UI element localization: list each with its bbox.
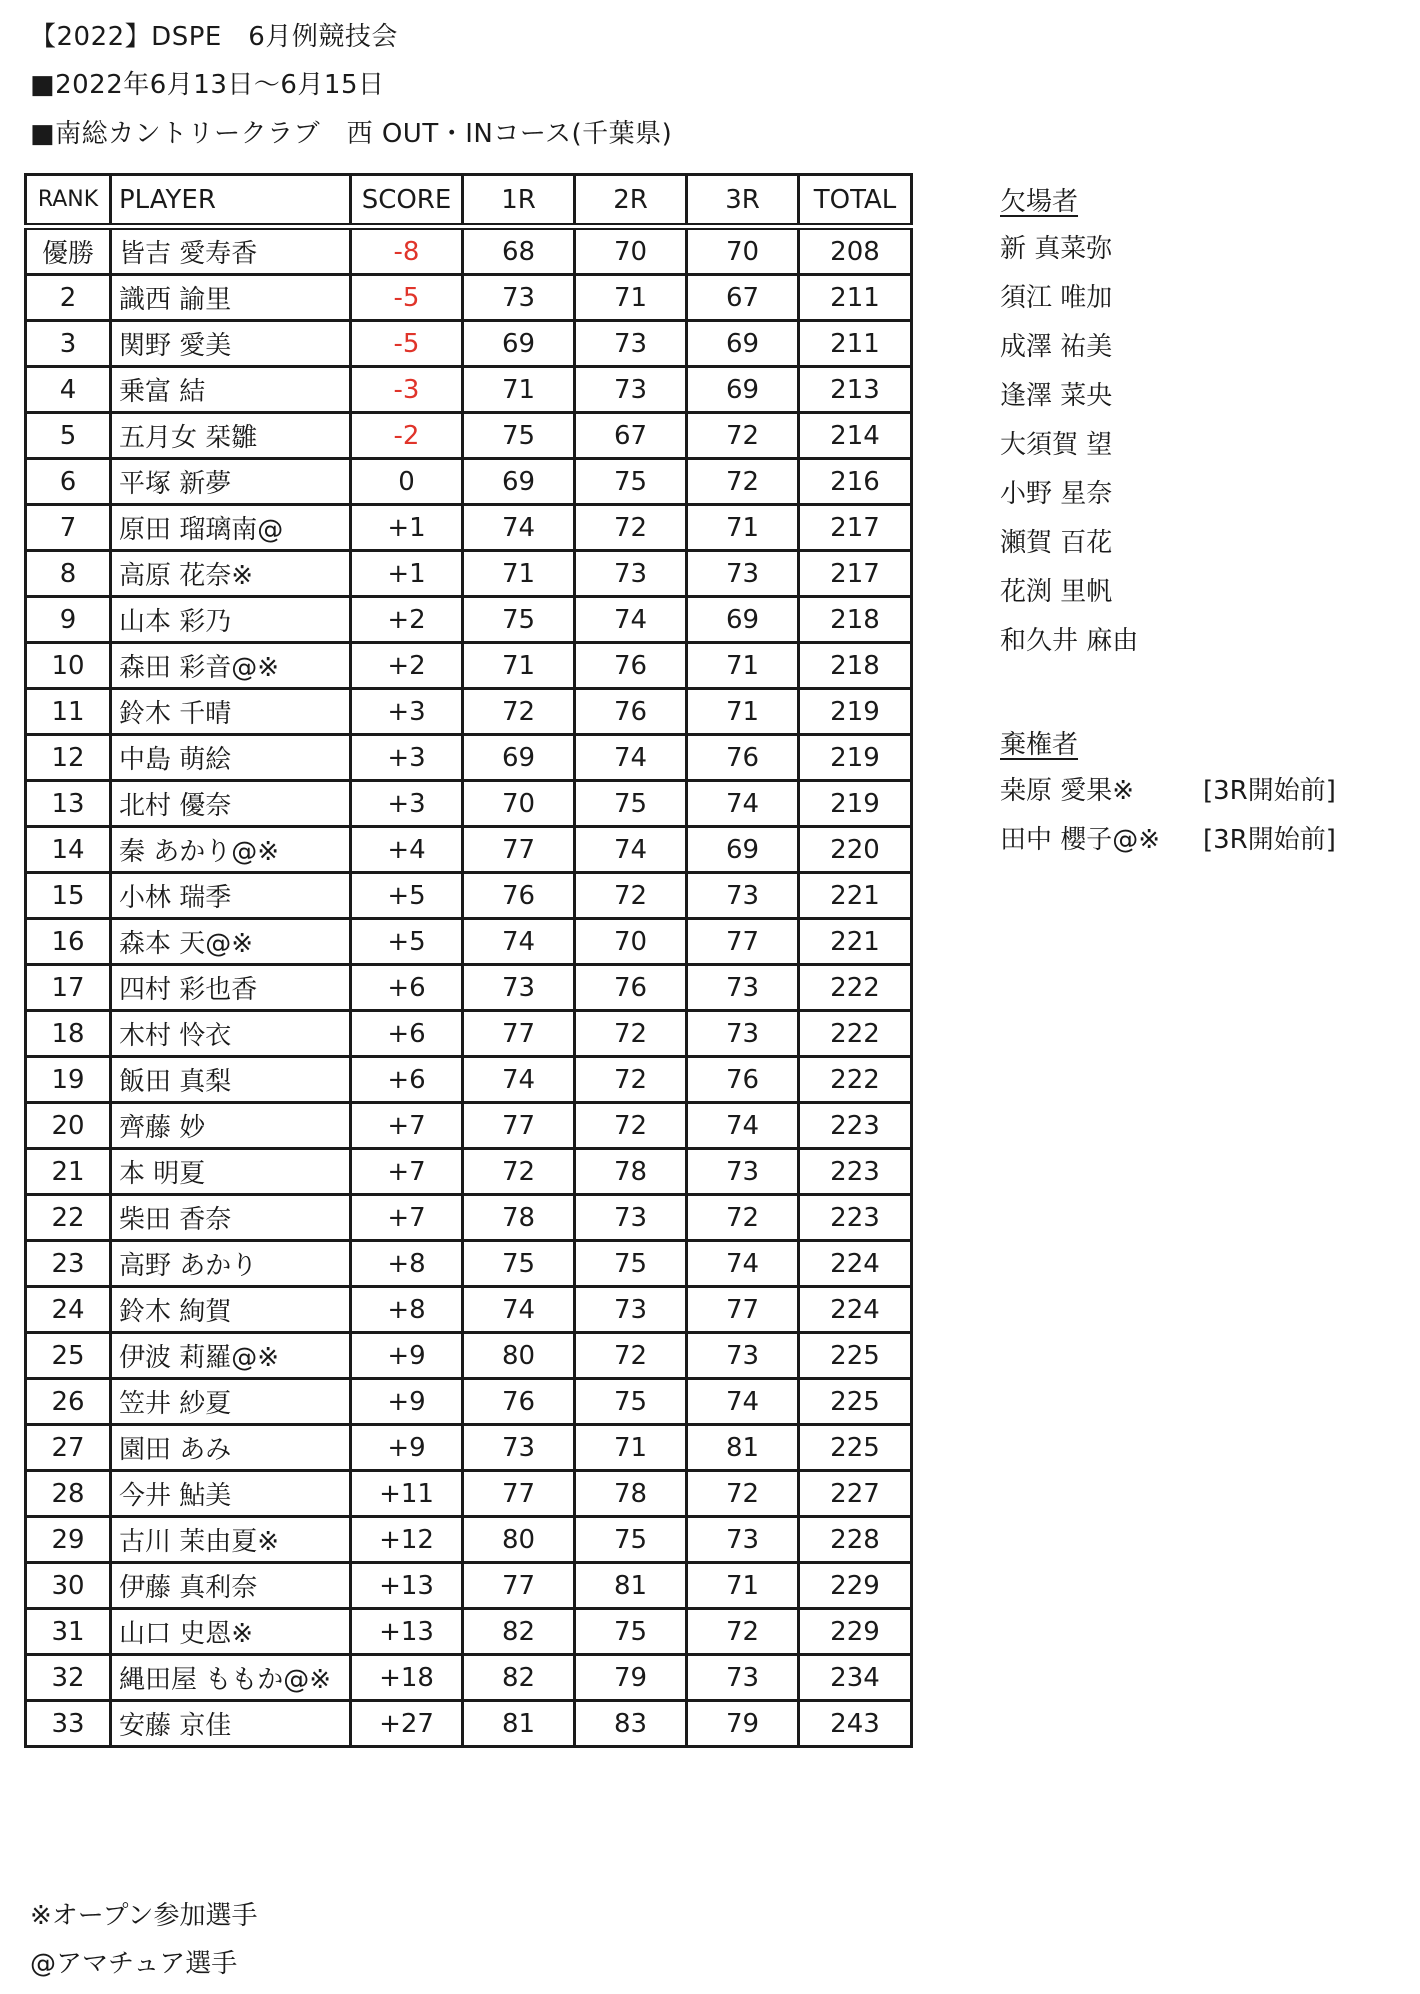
cell-score: +18 [351, 1655, 463, 1701]
cell-r2: 72 [575, 1011, 687, 1057]
cell-player: 森田 彩音@※ [111, 643, 351, 689]
cell-r3: 76 [687, 735, 799, 781]
cell-score: +2 [351, 597, 463, 643]
cell-r2: 73 [575, 551, 687, 597]
col-header-1r: 1R [463, 175, 575, 227]
absentee-item: 須江 唯加 [1000, 283, 1113, 313]
cell-player: 北村 優奈 [111, 781, 351, 827]
cell-rank: 28 [26, 1471, 111, 1517]
cell-player: 森本 天@※ [111, 919, 351, 965]
cell-player: 五月女 栞雛 [111, 413, 351, 459]
cell-r3: 67 [687, 275, 799, 321]
cell-rank: 4 [26, 367, 111, 413]
cell-r1: 82 [463, 1609, 575, 1655]
cell-player: 古川 茉由夏※ [111, 1517, 351, 1563]
cell-r3: 71 [687, 1563, 799, 1609]
cell-player: 皆吉 愛寿香 [111, 227, 351, 275]
cell-r3: 73 [687, 1517, 799, 1563]
absentee-item: 小野 星奈 [1000, 479, 1113, 509]
absentee-item: 新 真菜弥 [1000, 234, 1113, 264]
cell-total: 216 [799, 459, 912, 505]
cell-score: -3 [351, 367, 463, 413]
cell-player: 木村 怜衣 [111, 1011, 351, 1057]
absentee-item: 逢澤 菜央 [1000, 381, 1113, 411]
cell-rank: 13 [26, 781, 111, 827]
cell-r3: 73 [687, 1149, 799, 1195]
cell-r1: 71 [463, 551, 575, 597]
cell-score: +13 [351, 1563, 463, 1609]
cell-r3: 74 [687, 1379, 799, 1425]
table-row [26, 1701, 912, 1747]
results-body [26, 227, 912, 1747]
cell-score: -5 [351, 275, 463, 321]
cell-rank: 17 [26, 965, 111, 1011]
event-title: 【2022】DSPE 6月例競技会 [30, 22, 398, 52]
cell-r1: 68 [463, 227, 575, 275]
cell-r3: 73 [687, 1011, 799, 1057]
cell-r1: 76 [463, 1379, 575, 1425]
cell-r3: 69 [687, 367, 799, 413]
cell-rank: 2 [26, 275, 111, 321]
cell-player: 鈴木 絢賀 [111, 1287, 351, 1333]
cell-rank: 25 [26, 1333, 111, 1379]
cell-r2: 73 [575, 1195, 687, 1241]
cell-r1: 77 [463, 1011, 575, 1057]
cell-r3: 71 [687, 689, 799, 735]
cell-player: 原田 瑠璃南@ [111, 505, 351, 551]
cell-score: -5 [351, 321, 463, 367]
table-row [26, 1287, 912, 1333]
table-row [26, 965, 912, 1011]
cell-r2: 76 [575, 689, 687, 735]
table-row [26, 1011, 912, 1057]
col-header-total: TOTAL [799, 175, 912, 227]
col-header-score: SCORE [351, 175, 463, 227]
cell-r2: 72 [575, 1057, 687, 1103]
cell-total: 218 [799, 643, 912, 689]
absentees-title: 欠場者 [1000, 187, 1079, 217]
cell-total: 218 [799, 597, 912, 643]
table-row [26, 1195, 912, 1241]
event-venue: ■南総カントリークラブ 西 OUT・INコース(千葉県) [30, 119, 673, 149]
cell-r1: 73 [463, 275, 575, 321]
cell-r2: 76 [575, 643, 687, 689]
cell-r2: 78 [575, 1471, 687, 1517]
cell-score: 0 [351, 459, 463, 505]
table-row [26, 1103, 912, 1149]
cell-r3: 73 [687, 1333, 799, 1379]
cell-r2: 74 [575, 735, 687, 781]
cell-rank: 10 [26, 643, 111, 689]
cell-r2: 81 [575, 1563, 687, 1609]
cell-score: +6 [351, 1057, 463, 1103]
table-row [26, 873, 912, 919]
cell-total: 234 [799, 1655, 912, 1701]
cell-rank: 27 [26, 1425, 111, 1471]
cell-player: 関野 愛美 [111, 321, 351, 367]
table-row [26, 781, 912, 827]
cell-total: 219 [799, 735, 912, 781]
cell-total: 223 [799, 1103, 912, 1149]
cell-r1: 69 [463, 459, 575, 505]
table-row [26, 689, 912, 735]
cell-rank: 21 [26, 1149, 111, 1195]
cell-r2: 74 [575, 597, 687, 643]
cell-score: +12 [351, 1517, 463, 1563]
cell-total: 225 [799, 1425, 912, 1471]
cell-total: 243 [799, 1701, 912, 1747]
withdrawal-note: [3R開始前] [1203, 776, 1336, 806]
cell-total: 221 [799, 873, 912, 919]
cell-r2: 75 [575, 781, 687, 827]
withdrawal-name: 田中 櫻子@※ [1000, 825, 1161, 855]
cell-rank: 5 [26, 413, 111, 459]
note-amateur: @アマチュア選手 [30, 1949, 238, 1979]
table-row [26, 1655, 912, 1701]
cell-total: 225 [799, 1379, 912, 1425]
cell-total: 222 [799, 1057, 912, 1103]
cell-r1: 75 [463, 1241, 575, 1287]
cell-r1: 80 [463, 1333, 575, 1379]
cell-player: 園田 あみ [111, 1425, 351, 1471]
cell-r2: 72 [575, 873, 687, 919]
cell-total: 228 [799, 1517, 912, 1563]
cell-score: +27 [351, 1701, 463, 1747]
withdrawals-title: 棄権者 [1000, 730, 1079, 760]
cell-total: 227 [799, 1471, 912, 1517]
event-dates: ■2022年6月13日～6月15日 [30, 70, 385, 100]
table-row [26, 1241, 912, 1287]
cell-player: 飯田 真梨 [111, 1057, 351, 1103]
withdrawal-item [1000, 770, 1336, 819]
cell-total: 217 [799, 505, 912, 551]
cell-r2: 79 [575, 1655, 687, 1701]
cell-r1: 70 [463, 781, 575, 827]
table-row [26, 275, 912, 321]
cell-rank: 33 [26, 1701, 111, 1747]
cell-rank: 14 [26, 827, 111, 873]
cell-player: 笠井 紗夏 [111, 1379, 351, 1425]
cell-total: 224 [799, 1287, 912, 1333]
cell-rank: 15 [26, 873, 111, 919]
cell-r3: 72 [687, 1471, 799, 1517]
cell-score: +9 [351, 1333, 463, 1379]
cell-player: 山本 彩乃 [111, 597, 351, 643]
cell-r2: 83 [575, 1701, 687, 1747]
cell-player: 鈴木 千晴 [111, 689, 351, 735]
cell-r3: 69 [687, 597, 799, 643]
cell-r3: 69 [687, 321, 799, 367]
cell-r2: 72 [575, 1103, 687, 1149]
cell-player: 柴田 香奈 [111, 1195, 351, 1241]
cell-r2: 75 [575, 1517, 687, 1563]
cell-r3: 76 [687, 1057, 799, 1103]
cell-r3: 74 [687, 781, 799, 827]
table-row [26, 827, 912, 873]
cell-rank: 26 [26, 1379, 111, 1425]
cell-rank: 23 [26, 1241, 111, 1287]
table-row [26, 919, 912, 965]
cell-score: +5 [351, 873, 463, 919]
cell-r1: 69 [463, 321, 575, 367]
cell-r1: 73 [463, 965, 575, 1011]
cell-player: 齊藤 妙 [111, 1103, 351, 1149]
cell-player: 中島 萌絵 [111, 735, 351, 781]
table-row [26, 413, 912, 459]
cell-total: 217 [799, 551, 912, 597]
cell-r1: 73 [463, 1425, 575, 1471]
cell-total: 229 [799, 1563, 912, 1609]
cell-r3: 79 [687, 1701, 799, 1747]
cell-total: 221 [799, 919, 912, 965]
cell-score: +6 [351, 965, 463, 1011]
cell-total: 222 [799, 1011, 912, 1057]
cell-total: 213 [799, 367, 912, 413]
cell-r2: 71 [575, 275, 687, 321]
cell-r1: 72 [463, 689, 575, 735]
cell-r2: 72 [575, 505, 687, 551]
cell-score: +1 [351, 505, 463, 551]
cell-player: 識西 諭里 [111, 275, 351, 321]
cell-score: +6 [351, 1011, 463, 1057]
cell-r2: 75 [575, 1241, 687, 1287]
cell-rank: 20 [26, 1103, 111, 1149]
cell-r3: 81 [687, 1425, 799, 1471]
cell-rank: 9 [26, 597, 111, 643]
cell-score: +1 [351, 551, 463, 597]
cell-rank: 18 [26, 1011, 111, 1057]
cell-total: 223 [799, 1149, 912, 1195]
withdrawals-list [1000, 770, 1336, 868]
cell-score: +8 [351, 1241, 463, 1287]
cell-rank: 16 [26, 919, 111, 965]
cell-player: 今井 鮎美 [111, 1471, 351, 1517]
cell-r2: 71 [575, 1425, 687, 1471]
table-row [26, 367, 912, 413]
cell-r3: 72 [687, 459, 799, 505]
cell-total: 214 [799, 413, 912, 459]
cell-rank: 3 [26, 321, 111, 367]
table-row [26, 597, 912, 643]
cell-score: +4 [351, 827, 463, 873]
cell-r1: 74 [463, 1287, 575, 1333]
cell-r1: 74 [463, 505, 575, 551]
cell-r3: 74 [687, 1241, 799, 1287]
cell-r2: 75 [575, 1609, 687, 1655]
cell-r2: 73 [575, 1287, 687, 1333]
cell-r2: 78 [575, 1149, 687, 1195]
cell-r1: 77 [463, 1103, 575, 1149]
cell-rank: 22 [26, 1195, 111, 1241]
cell-r1: 76 [463, 873, 575, 919]
cell-total: 222 [799, 965, 912, 1011]
col-header-2r: 2R [575, 175, 687, 227]
cell-r2: 73 [575, 321, 687, 367]
table-row [26, 505, 912, 551]
cell-rank: 6 [26, 459, 111, 505]
cell-score: +2 [351, 643, 463, 689]
cell-score: +3 [351, 735, 463, 781]
cell-score: +7 [351, 1195, 463, 1241]
cell-r1: 74 [463, 919, 575, 965]
table-row [26, 1425, 912, 1471]
cell-total: 211 [799, 321, 912, 367]
cell-r3: 71 [687, 643, 799, 689]
cell-r2: 75 [575, 459, 687, 505]
cell-score: +5 [351, 919, 463, 965]
cell-r3: 77 [687, 919, 799, 965]
cell-player: 秦 あかり@※ [111, 827, 351, 873]
cell-r1: 71 [463, 367, 575, 413]
absentee-item: 瀬賀 百花 [1000, 528, 1113, 558]
table-row [26, 1333, 912, 1379]
cell-rank: 8 [26, 551, 111, 597]
table-row [26, 321, 912, 367]
cell-rank: 32 [26, 1655, 111, 1701]
cell-r3: 73 [687, 551, 799, 597]
cell-total: 208 [799, 227, 912, 275]
cell-total: 225 [799, 1333, 912, 1379]
cell-r3: 72 [687, 1195, 799, 1241]
cell-r2: 73 [575, 367, 687, 413]
cell-total: 219 [799, 781, 912, 827]
cell-r2: 72 [575, 1333, 687, 1379]
col-header-3r: 3R [687, 175, 799, 227]
cell-r1: 72 [463, 1149, 575, 1195]
cell-r1: 77 [463, 1471, 575, 1517]
cell-total: 229 [799, 1609, 912, 1655]
cell-r1: 82 [463, 1655, 575, 1701]
cell-rank: 11 [26, 689, 111, 735]
cell-score: +9 [351, 1425, 463, 1471]
cell-r1: 74 [463, 1057, 575, 1103]
cell-player: 平塚 新夢 [111, 459, 351, 505]
cell-rank: 19 [26, 1057, 111, 1103]
absentee-item: 和久井 麻由 [1000, 626, 1139, 656]
cell-rank: 12 [26, 735, 111, 781]
note-open-entry: ※オープン参加選手 [30, 1901, 258, 1931]
cell-r3: 71 [687, 505, 799, 551]
table-row [26, 1057, 912, 1103]
cell-r3: 72 [687, 1609, 799, 1655]
table-row [26, 735, 912, 781]
cell-score: +7 [351, 1103, 463, 1149]
cell-total: 224 [799, 1241, 912, 1287]
cell-r3: 73 [687, 1655, 799, 1701]
table-row [26, 227, 912, 275]
cell-r1: 69 [463, 735, 575, 781]
withdrawal-name: 桒原 愛果※ [1000, 776, 1135, 806]
absentee-item: 大須賀 望 [1000, 430, 1113, 460]
results-table [24, 173, 913, 1748]
cell-r1: 77 [463, 827, 575, 873]
withdrawal-item [1000, 819, 1336, 868]
cell-r1: 77 [463, 1563, 575, 1609]
cell-rank: 24 [26, 1287, 111, 1333]
cell-total: 220 [799, 827, 912, 873]
cell-score: -2 [351, 413, 463, 459]
table-row [26, 459, 912, 505]
cell-rank: 7 [26, 505, 111, 551]
cell-rank: 優勝 [26, 227, 111, 275]
cell-player: 伊波 莉羅@※ [111, 1333, 351, 1379]
cell-score: +7 [351, 1149, 463, 1195]
cell-player: 乗富 結 [111, 367, 351, 413]
table-row [26, 1379, 912, 1425]
cell-player: 小林 瑞季 [111, 873, 351, 919]
table-row [26, 1471, 912, 1517]
col-header-rank: RANK [26, 175, 111, 227]
cell-r1: 80 [463, 1517, 575, 1563]
cell-r2: 75 [575, 1379, 687, 1425]
cell-score: -8 [351, 227, 463, 275]
cell-total: 211 [799, 275, 912, 321]
cell-player: 山口 史恩※ [111, 1609, 351, 1655]
cell-total: 219 [799, 689, 912, 735]
table-row [26, 1563, 912, 1609]
cell-r2: 70 [575, 227, 687, 275]
cell-score: +3 [351, 781, 463, 827]
cell-score: +13 [351, 1609, 463, 1655]
cell-score: +8 [351, 1287, 463, 1333]
cell-r1: 71 [463, 643, 575, 689]
cell-player: 伊藤 真利奈 [111, 1563, 351, 1609]
cell-r2: 70 [575, 919, 687, 965]
cell-r3: 77 [687, 1287, 799, 1333]
cell-player: 四村 彩也香 [111, 965, 351, 1011]
cell-rank: 31 [26, 1609, 111, 1655]
cell-total: 223 [799, 1195, 912, 1241]
cell-r1: 78 [463, 1195, 575, 1241]
cell-player: 本 明夏 [111, 1149, 351, 1195]
cell-r2: 76 [575, 965, 687, 1011]
cell-r2: 67 [575, 413, 687, 459]
cell-rank: 29 [26, 1517, 111, 1563]
header-row [26, 175, 912, 227]
cell-r1: 81 [463, 1701, 575, 1747]
cell-player: 安藤 京佳 [111, 1701, 351, 1747]
cell-r3: 72 [687, 413, 799, 459]
cell-player: 高原 花奈※ [111, 551, 351, 597]
cell-r1: 75 [463, 413, 575, 459]
col-header-player: PLAYER [111, 175, 351, 227]
cell-r3: 73 [687, 965, 799, 1011]
cell-r3: 70 [687, 227, 799, 275]
table-row [26, 1609, 912, 1655]
cell-r2: 74 [575, 827, 687, 873]
cell-rank: 30 [26, 1563, 111, 1609]
cell-score: +3 [351, 689, 463, 735]
absentees-list [1000, 228, 1138, 669]
cell-r3: 69 [687, 827, 799, 873]
absentee-item: 花渕 里帆 [1000, 577, 1113, 607]
cell-r3: 73 [687, 873, 799, 919]
cell-r3: 74 [687, 1103, 799, 1149]
cell-r1: 75 [463, 597, 575, 643]
withdrawal-note: [3R開始前] [1203, 825, 1336, 855]
cell-player: 高野 あかり [111, 1241, 351, 1287]
table-row [26, 1149, 912, 1195]
cell-score: +9 [351, 1379, 463, 1425]
table-row [26, 551, 912, 597]
cell-score: +11 [351, 1471, 463, 1517]
table-row [26, 1517, 912, 1563]
absentee-item: 成澤 祐美 [1000, 332, 1113, 362]
table-row [26, 643, 912, 689]
cell-player: 縄田屋 ももか@※ [111, 1655, 351, 1701]
